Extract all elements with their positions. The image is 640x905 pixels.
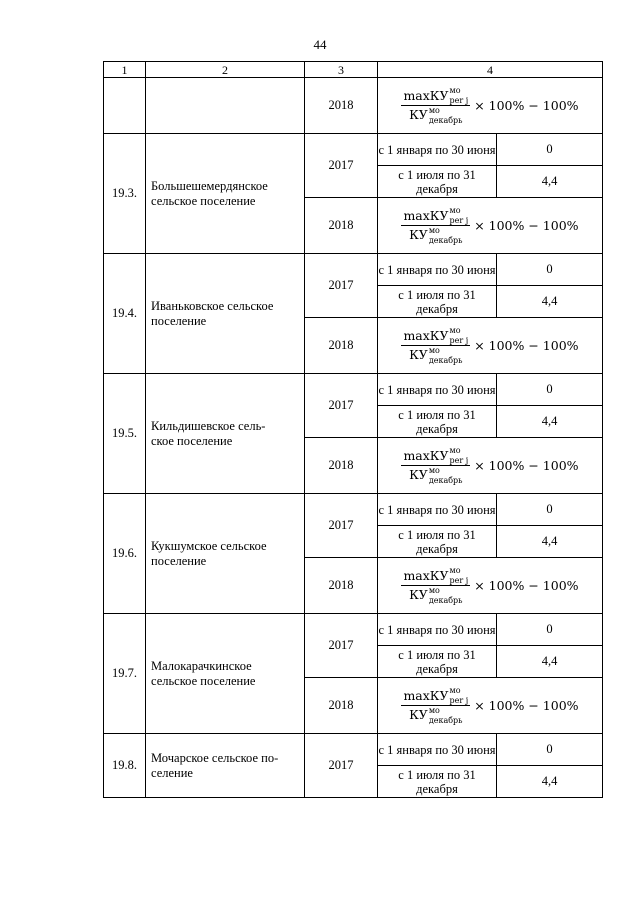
denominator-superscript: мо <box>428 105 440 115</box>
settlement-name-line: Кукшумское сельское <box>151 538 267 553</box>
numerator-subscript: per j <box>449 456 469 465</box>
page-number: 44 <box>313 37 327 52</box>
table-row <box>104 78 603 134</box>
denominator-base: КУ <box>409 587 428 602</box>
period-cell: с 1 января по 30 июня <box>378 734 497 766</box>
formula-numerator <box>401 688 470 707</box>
growth-formula <box>401 88 578 124</box>
formula-denominator <box>407 706 464 724</box>
year-cell: 2017 <box>305 614 378 678</box>
year-cell: 2018 <box>305 198 378 254</box>
growth-formula <box>401 208 578 244</box>
settlement-name-line: селение <box>151 765 193 780</box>
numerator-subscript: per j <box>449 336 469 345</box>
denominator-base: КУ <box>409 107 428 122</box>
formula-denominator <box>407 466 464 484</box>
settlement-name-line: ское поселение <box>151 433 233 448</box>
formula-tail: × 100% − 100% <box>474 458 579 473</box>
numerator-base: maxКУ <box>403 687 449 703</box>
settlement-name-line: поселение <box>151 553 207 568</box>
value-cell: 0 <box>497 614 603 646</box>
formula-fraction <box>401 448 470 484</box>
table-row <box>104 494 603 526</box>
denominator-superscript: мо <box>428 585 440 595</box>
value-cell: 4,4 <box>497 286 603 318</box>
value-cell: 4,4 <box>497 526 603 558</box>
year-cell: 2017 <box>305 134 378 198</box>
formula-denominator <box>407 346 464 364</box>
numerator-subscript: per j <box>449 576 469 585</box>
formula-fraction <box>401 88 470 124</box>
formula-tail: × 100% − 100% <box>474 698 579 713</box>
denominator-base: КУ <box>409 467 428 482</box>
formula-cell <box>378 438 603 494</box>
period-cell: с 1 января по 30 июня <box>378 614 497 646</box>
period-cell: с 1 июля по 31 декабря <box>378 646 497 678</box>
formula-fraction <box>401 568 470 604</box>
denominator-subscript: декабрь <box>428 355 463 365</box>
year-cell: 2018 <box>305 678 378 734</box>
denominator-subscript: декабрь <box>428 595 463 605</box>
formula-fraction <box>401 328 470 364</box>
header-col-1: 1 <box>104 62 146 78</box>
formula-denominator <box>407 586 464 604</box>
numerator-superscript: мо <box>449 446 461 455</box>
header-col-3: 3 <box>305 62 378 78</box>
value-cell: 0 <box>497 134 603 166</box>
row-number-cell: 19.7. <box>104 614 146 734</box>
denominator-base: КУ <box>409 227 428 242</box>
value-cell: 4,4 <box>497 406 603 438</box>
row-number-cell: 19.4. <box>104 254 146 374</box>
formula-cell <box>378 198 603 254</box>
value-cell: 4,4 <box>497 646 603 678</box>
settlement-name-line: поселение <box>151 313 207 328</box>
denominator-superscript: мо <box>428 225 440 235</box>
period-cell: с 1 июля по 31 декабря <box>378 166 497 198</box>
settlement-name-line: Малокарачкинское <box>151 658 252 673</box>
year-cell: 2017 <box>305 254 378 318</box>
numerator-superscript: мо <box>449 566 461 575</box>
numerator-base: maxКУ <box>403 447 449 463</box>
denominator-base: КУ <box>409 707 428 722</box>
period-cell: с 1 января по 30 июня <box>378 374 497 406</box>
denominator-superscript: мо <box>428 705 440 715</box>
year-cell: 2018 <box>305 438 378 494</box>
numerator-subscript: per j <box>449 216 469 225</box>
value-cell: 0 <box>497 254 603 286</box>
settlement-name-line: Иваньковское сельское <box>151 298 274 313</box>
growth-formula <box>401 448 578 484</box>
settlement-name-cell <box>146 614 305 734</box>
growth-formula <box>401 328 578 364</box>
settlement-name-cell <box>146 734 305 798</box>
denominator-subscript: декабрь <box>428 115 463 125</box>
year-cell: 2017 <box>305 494 378 558</box>
numerator-superscript: мо <box>449 686 461 695</box>
settlement-name-line: Кильдишевское сель- <box>151 418 266 433</box>
row-number-cell: 19.6. <box>104 494 146 614</box>
table-row <box>104 134 603 166</box>
denominator-subscript: декабрь <box>428 715 463 725</box>
settlement-name-cell <box>146 134 305 254</box>
period-cell: с 1 июля по 31 декабря <box>378 766 497 798</box>
denominator-superscript: мо <box>428 465 440 475</box>
year-cell: 2018 <box>305 558 378 614</box>
numerator-base: maxКУ <box>403 567 449 583</box>
value-cell: 0 <box>497 734 603 766</box>
settlement-name-line: Мочарское сельское по- <box>151 750 279 765</box>
period-cell: с 1 июля по 31 декабря <box>378 286 497 318</box>
numerator-superscript: мо <box>449 206 461 215</box>
header-col-2: 2 <box>146 62 305 78</box>
numerator-subscript: per j <box>449 696 469 705</box>
formula-tail: × 100% − 100% <box>474 218 579 233</box>
value-cell: 4,4 <box>497 166 603 198</box>
settlement-name-line: сельское поселение <box>151 193 256 208</box>
row-number-cell: 19.8. <box>104 734 146 798</box>
table-row <box>104 734 603 766</box>
settlement-name-line: сельское поселение <box>151 673 256 688</box>
settlement-name-cell <box>146 374 305 494</box>
denominator-base: КУ <box>409 347 428 362</box>
header-col-4: 4 <box>378 62 603 78</box>
formula-cell <box>378 318 603 374</box>
formula-numerator <box>401 208 470 227</box>
formula-cell <box>378 78 603 134</box>
period-cell: с 1 июля по 31 декабря <box>378 526 497 558</box>
formula-cell <box>378 558 603 614</box>
numerator-base: maxКУ <box>403 327 449 343</box>
denominator-superscript: мо <box>428 345 440 355</box>
settlement-name-cell <box>146 254 305 374</box>
year-cell: 2017 <box>305 374 378 438</box>
denominator-subscript: декабрь <box>428 475 463 485</box>
formula-fraction <box>401 688 470 724</box>
growth-formula <box>401 568 578 604</box>
table-row <box>104 374 603 406</box>
numerator-base: maxКУ <box>403 207 449 223</box>
numerator-superscript: мо <box>449 326 461 335</box>
settlement-name-cell <box>146 494 305 614</box>
table-row <box>104 614 603 646</box>
formula-denominator <box>407 106 464 124</box>
formula-denominator <box>407 226 464 244</box>
row-number-cell: 19.5. <box>104 374 146 494</box>
value-cell: 0 <box>497 494 603 526</box>
growth-formula <box>401 688 578 724</box>
year-cell: 2017 <box>305 734 378 798</box>
formula-cell <box>378 678 603 734</box>
value-cell: 0 <box>497 374 603 406</box>
table-row <box>104 254 603 286</box>
formula-numerator <box>401 88 470 107</box>
year-cell: 2018 <box>305 78 378 134</box>
period-cell: с 1 июля по 31 декабря <box>378 406 497 438</box>
formula-tail: × 100% − 100% <box>474 98 579 113</box>
period-cell: с 1 января по 30 июня <box>378 254 497 286</box>
formula-tail: × 100% − 100% <box>474 578 579 593</box>
numerator-subscript: per j <box>449 96 469 105</box>
numerator-base: maxКУ <box>403 87 449 103</box>
settlement-name-cell <box>146 78 305 134</box>
value-cell: 4,4 <box>497 766 603 798</box>
row-number-cell: 19.3. <box>104 134 146 254</box>
numerator-superscript: мо <box>449 86 461 95</box>
formula-fraction <box>401 208 470 244</box>
formula-numerator <box>401 328 470 347</box>
table-header-row <box>104 62 603 78</box>
period-cell: с 1 января по 30 июня <box>378 134 497 166</box>
formula-numerator <box>401 448 470 467</box>
year-cell: 2018 <box>305 318 378 374</box>
denominator-subscript: декабрь <box>428 235 463 245</box>
settlement-name-line: Большешемердянское <box>151 178 268 193</box>
table-body <box>104 62 603 798</box>
formula-numerator <box>401 568 470 587</box>
row-number-cell <box>104 78 146 134</box>
tariff-table <box>103 61 603 798</box>
period-cell: с 1 января по 30 июня <box>378 494 497 526</box>
formula-tail: × 100% − 100% <box>474 338 579 353</box>
